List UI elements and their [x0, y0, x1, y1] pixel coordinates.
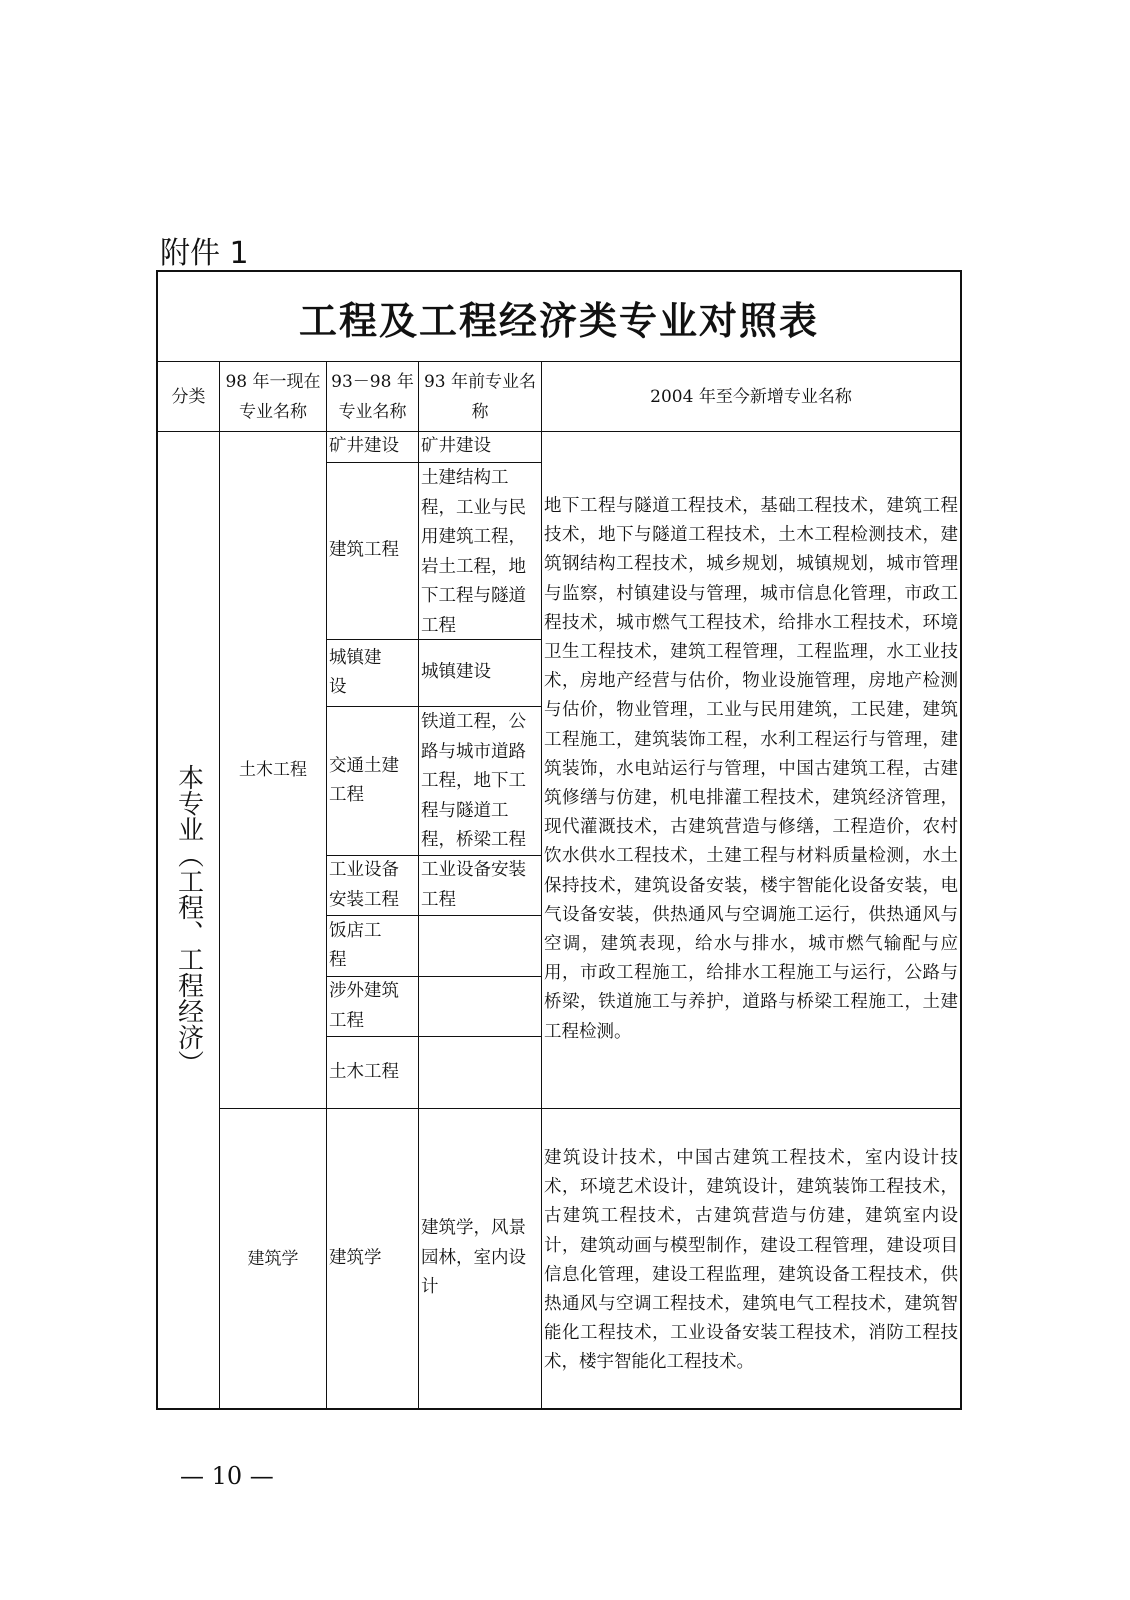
group2-new2004: 建筑设计技术，中国古建筑工程技术，室内设计技术，环境艺术设计，建筑设计，建筑装饰工程技术，古建筑工程技术，古建筑营造与仿建，建筑室内设计，建筑动画与模型制作，建设工程管理，建设项目信息化管理，建设工程监理，建筑设备工程技术，供热通风与空调工程技术，建筑电气工程技术，建筑智能化工程技术，工业设备安装工程技术，消防工程技术，楼宇智能化工程技术。	[544, 1148, 958, 1373]
group1-row6-93-98: 饭店工程	[329, 920, 382, 970]
category-value: 本专业（工程、工程经济）	[173, 764, 204, 1076]
group1-row2-93-98: 建筑工程	[329, 540, 399, 561]
group1-row3-93-98: 城镇建设	[329, 647, 382, 697]
group1-row8-pre93	[419, 1037, 541, 1108]
comparison-table	[156, 270, 962, 1410]
group2-93-98: 建筑学	[329, 1247, 382, 1268]
group1-row7-pre93	[419, 977, 541, 1036]
group1-row4-pre93: 铁道工程，公路与城市道路工程，地下工程与隧道工程，桥梁工程	[421, 712, 526, 850]
group1-row1-93-98: 矿井建设	[329, 436, 399, 457]
group2-pre93: 建筑学，风景园林，室内设计	[421, 1218, 526, 1298]
group1-row5-pre93: 工业设备安装工程	[421, 860, 526, 910]
group1-row3-pre93: 城镇建设	[421, 662, 491, 683]
header-pre93: 93 年前专业名称	[423, 371, 537, 422]
attachment-label: 附件 1	[160, 236, 249, 271]
header-current: 98 年一现在专业名称	[225, 371, 321, 422]
header-93-98: 93－98 年专业名称	[331, 371, 414, 422]
group1-new2004: 地下工程与隧道工程技术，基础工程技术，建筑工程技术，地下与隧道工程技术，土木工程检测技术，建筑钢结构工程技术，城乡规划，城镇规划，城市管理与监察，村镇建设与管理，城市信息化管理，市政工程技术，城市燃气工程技术，给排水工程技术，环境卫生工程技术，建筑工程管理，工程监理，水工业技术，房地产经营与估价，物业设施管理，房地产检测与估价，物业管理，工业与民用建筑，工民建，建筑工程施工，建筑装饰工程，水利工程运行与管理，建筑装饰，水电站运行与管理，中国古建筑工程，古建筑修缮与仿建，机电排灌工程技术，建筑经济管理，现代灌溉技术，古建筑营造与修缮，工程造价，农村饮水供水工程技术，土建工程与材料质量检测，水土保持技术，建筑设备安装，楼宇智能化设备安装，电气设备安装，供热通风与空调施工运行，供热通风与空调，建筑表现，给水与排水，城市燃气输配与应用，市政工程施工，给排水工程施工与运行，公路与桥梁，铁道施工与养护，道路与桥梁工程施工，土建工程检测。	[544, 496, 958, 1042]
group1-row4-93-98: 交通土建工程	[329, 755, 399, 805]
header-new2004: 2004 年至今新增专业名称	[650, 386, 852, 407]
group1-row8-93-98: 土木工程	[329, 1061, 399, 1082]
page-number: — 10 —	[180, 1462, 274, 1490]
group1-current: 土木工程	[239, 760, 307, 780]
group1-row2-pre93: 土建结构工程，工业与民用建筑工程，岩土工程，地下工程与隧道工程	[421, 468, 526, 636]
group1-row6-pre93	[419, 916, 541, 976]
header-category: 分类	[171, 386, 206, 407]
group2-current: 建筑学	[247, 1248, 299, 1269]
table-title: 工程及工程经济类专业对照表	[298, 297, 819, 343]
group1-row7-93-98: 涉外建筑工程	[329, 981, 399, 1031]
group1-row5-93-98: 工业设备安装工程	[329, 860, 399, 910]
group1-row1-pre93: 矿井建设	[421, 436, 491, 457]
